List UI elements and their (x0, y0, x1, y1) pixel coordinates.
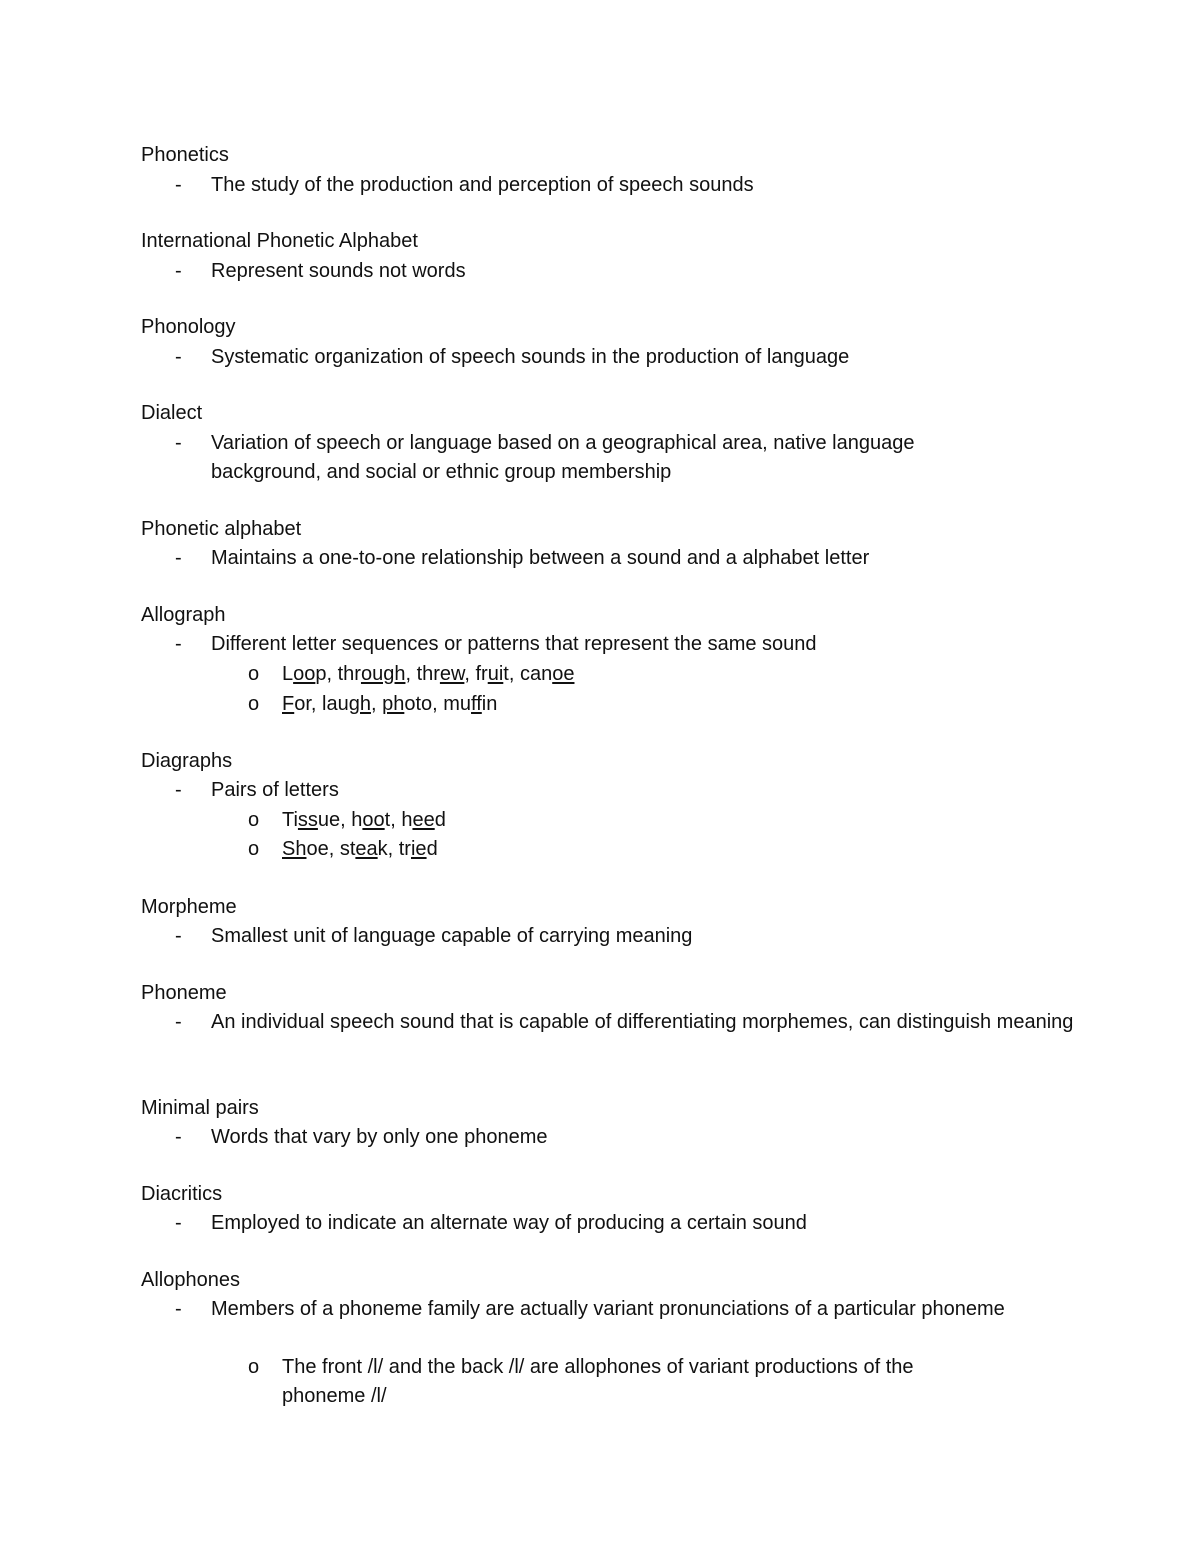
diagraph-example-1 (282, 806, 1042, 835)
text-segment: p, thr (315, 663, 361, 685)
text-segment: k, tr (377, 838, 411, 860)
text-segment: oto, mu (404, 693, 472, 715)
term-diacritics: Diacritics (141, 1183, 223, 1205)
bullet: o (248, 693, 260, 715)
underlined-letters: ie (410, 838, 427, 860)
text-segment: ue, h (317, 809, 363, 831)
definition-minimal-pairs: Words that vary by only one phoneme (211, 1126, 548, 1148)
text-segment: t, h (384, 809, 413, 831)
underlined-letters: oo (362, 809, 385, 831)
definition-phonetics: The study of the production and perception of speech sounds (211, 174, 754, 196)
term-minimal-pairs: Minimal pairs (141, 1097, 259, 1119)
text-segment: d (426, 838, 438, 860)
underlined-letters: F (282, 693, 295, 715)
term-dialect: Dialect (141, 402, 203, 424)
term-ipa: International Phonetic Alphabet (141, 230, 418, 252)
dash: - (175, 260, 182, 282)
underlined-letters: ew (439, 663, 465, 685)
definition-phonetic-alphabet: Maintains a one-to-one relationship between a sound and a alphabet letter (211, 547, 870, 569)
dash: - (175, 174, 182, 196)
term-morpheme: Morpheme (141, 896, 237, 918)
dash: - (175, 1212, 182, 1234)
text-segment: , fr (464, 663, 488, 685)
dash: - (175, 432, 182, 454)
term-allograph: Allograph (141, 604, 226, 626)
dash: - (175, 1011, 182, 1033)
dash: - (175, 633, 182, 655)
term-phonetic-alphabet: Phonetic alphabet (141, 518, 302, 540)
bullet: o (248, 663, 260, 685)
term-phonetics: Phonetics (141, 144, 229, 166)
term-phoneme: Phoneme (141, 982, 227, 1004)
underlined-letters: ff (471, 693, 482, 715)
dash: - (175, 779, 182, 801)
dash: - (175, 925, 182, 947)
definition-allograph: Different letter sequences or patterns that represent the same sound (211, 633, 817, 655)
underlined-letters: oe (552, 663, 575, 685)
diagraph-example-2 (282, 835, 1042, 864)
definition-phoneme: An individual speech sound that is capable of differentiating morphemes, can distinguish meaning (211, 1011, 1074, 1033)
allograph-example-2 (282, 690, 1042, 719)
definition-dialect: Variation of speech or language based on a geographical area, native language background, and social or ethnic group membership (211, 432, 915, 483)
text-segment: in (481, 693, 498, 715)
text-segment: L (282, 663, 294, 685)
underlined-letters: Sh (282, 838, 307, 860)
dash: - (175, 346, 182, 368)
underlined-letters: ee (412, 809, 435, 831)
term-diagraphs: Diagraphs (141, 750, 233, 772)
bullet: o (248, 809, 260, 831)
dash: - (175, 1126, 182, 1148)
definition-phonology: Systematic organization of speech sounds in the production of language (211, 346, 850, 368)
text-segment: t, can (503, 663, 553, 685)
underlined-letters: ea (355, 838, 378, 860)
allograph-example-1 (282, 660, 1042, 689)
term-allophones: Allophones (141, 1269, 240, 1291)
dash: - (175, 547, 182, 569)
dash: - (175, 1298, 182, 1320)
definition-morpheme: Smallest unit of language capable of carrying meaning (211, 925, 693, 947)
allophone-note: The front /l/ and the back /l/ are allophones of variant productions of the phoneme /l/ (282, 1356, 914, 1407)
bullet: o (248, 1356, 260, 1378)
text-segment: Ti (282, 809, 298, 831)
text-segment: d (434, 809, 446, 831)
definition-allophones: Members of a phoneme family are actually variant pronunciations of a particular phoneme (211, 1298, 1005, 1320)
underlined-letters: gh (348, 693, 371, 715)
underlined-letters: ph (382, 693, 405, 715)
underlined-letters: ss (297, 809, 318, 831)
underlined-letters: ui (487, 663, 504, 685)
definition-diacritics: Employed to indicate an alternate way of producing a certain sound (211, 1212, 807, 1234)
term-phonology: Phonology (141, 316, 236, 338)
text-segment: , (370, 693, 383, 715)
text-segment: , thr (405, 663, 440, 685)
definition-ipa: Represent sounds not words (211, 260, 466, 282)
underlined-letters: ough (360, 663, 406, 685)
text-segment: oe, st (306, 838, 356, 860)
underlined-letters: oo (293, 663, 316, 685)
bullet: o (248, 838, 260, 860)
text-segment: or, lau (294, 693, 349, 715)
definition-diagraphs: Pairs of letters (211, 779, 339, 801)
